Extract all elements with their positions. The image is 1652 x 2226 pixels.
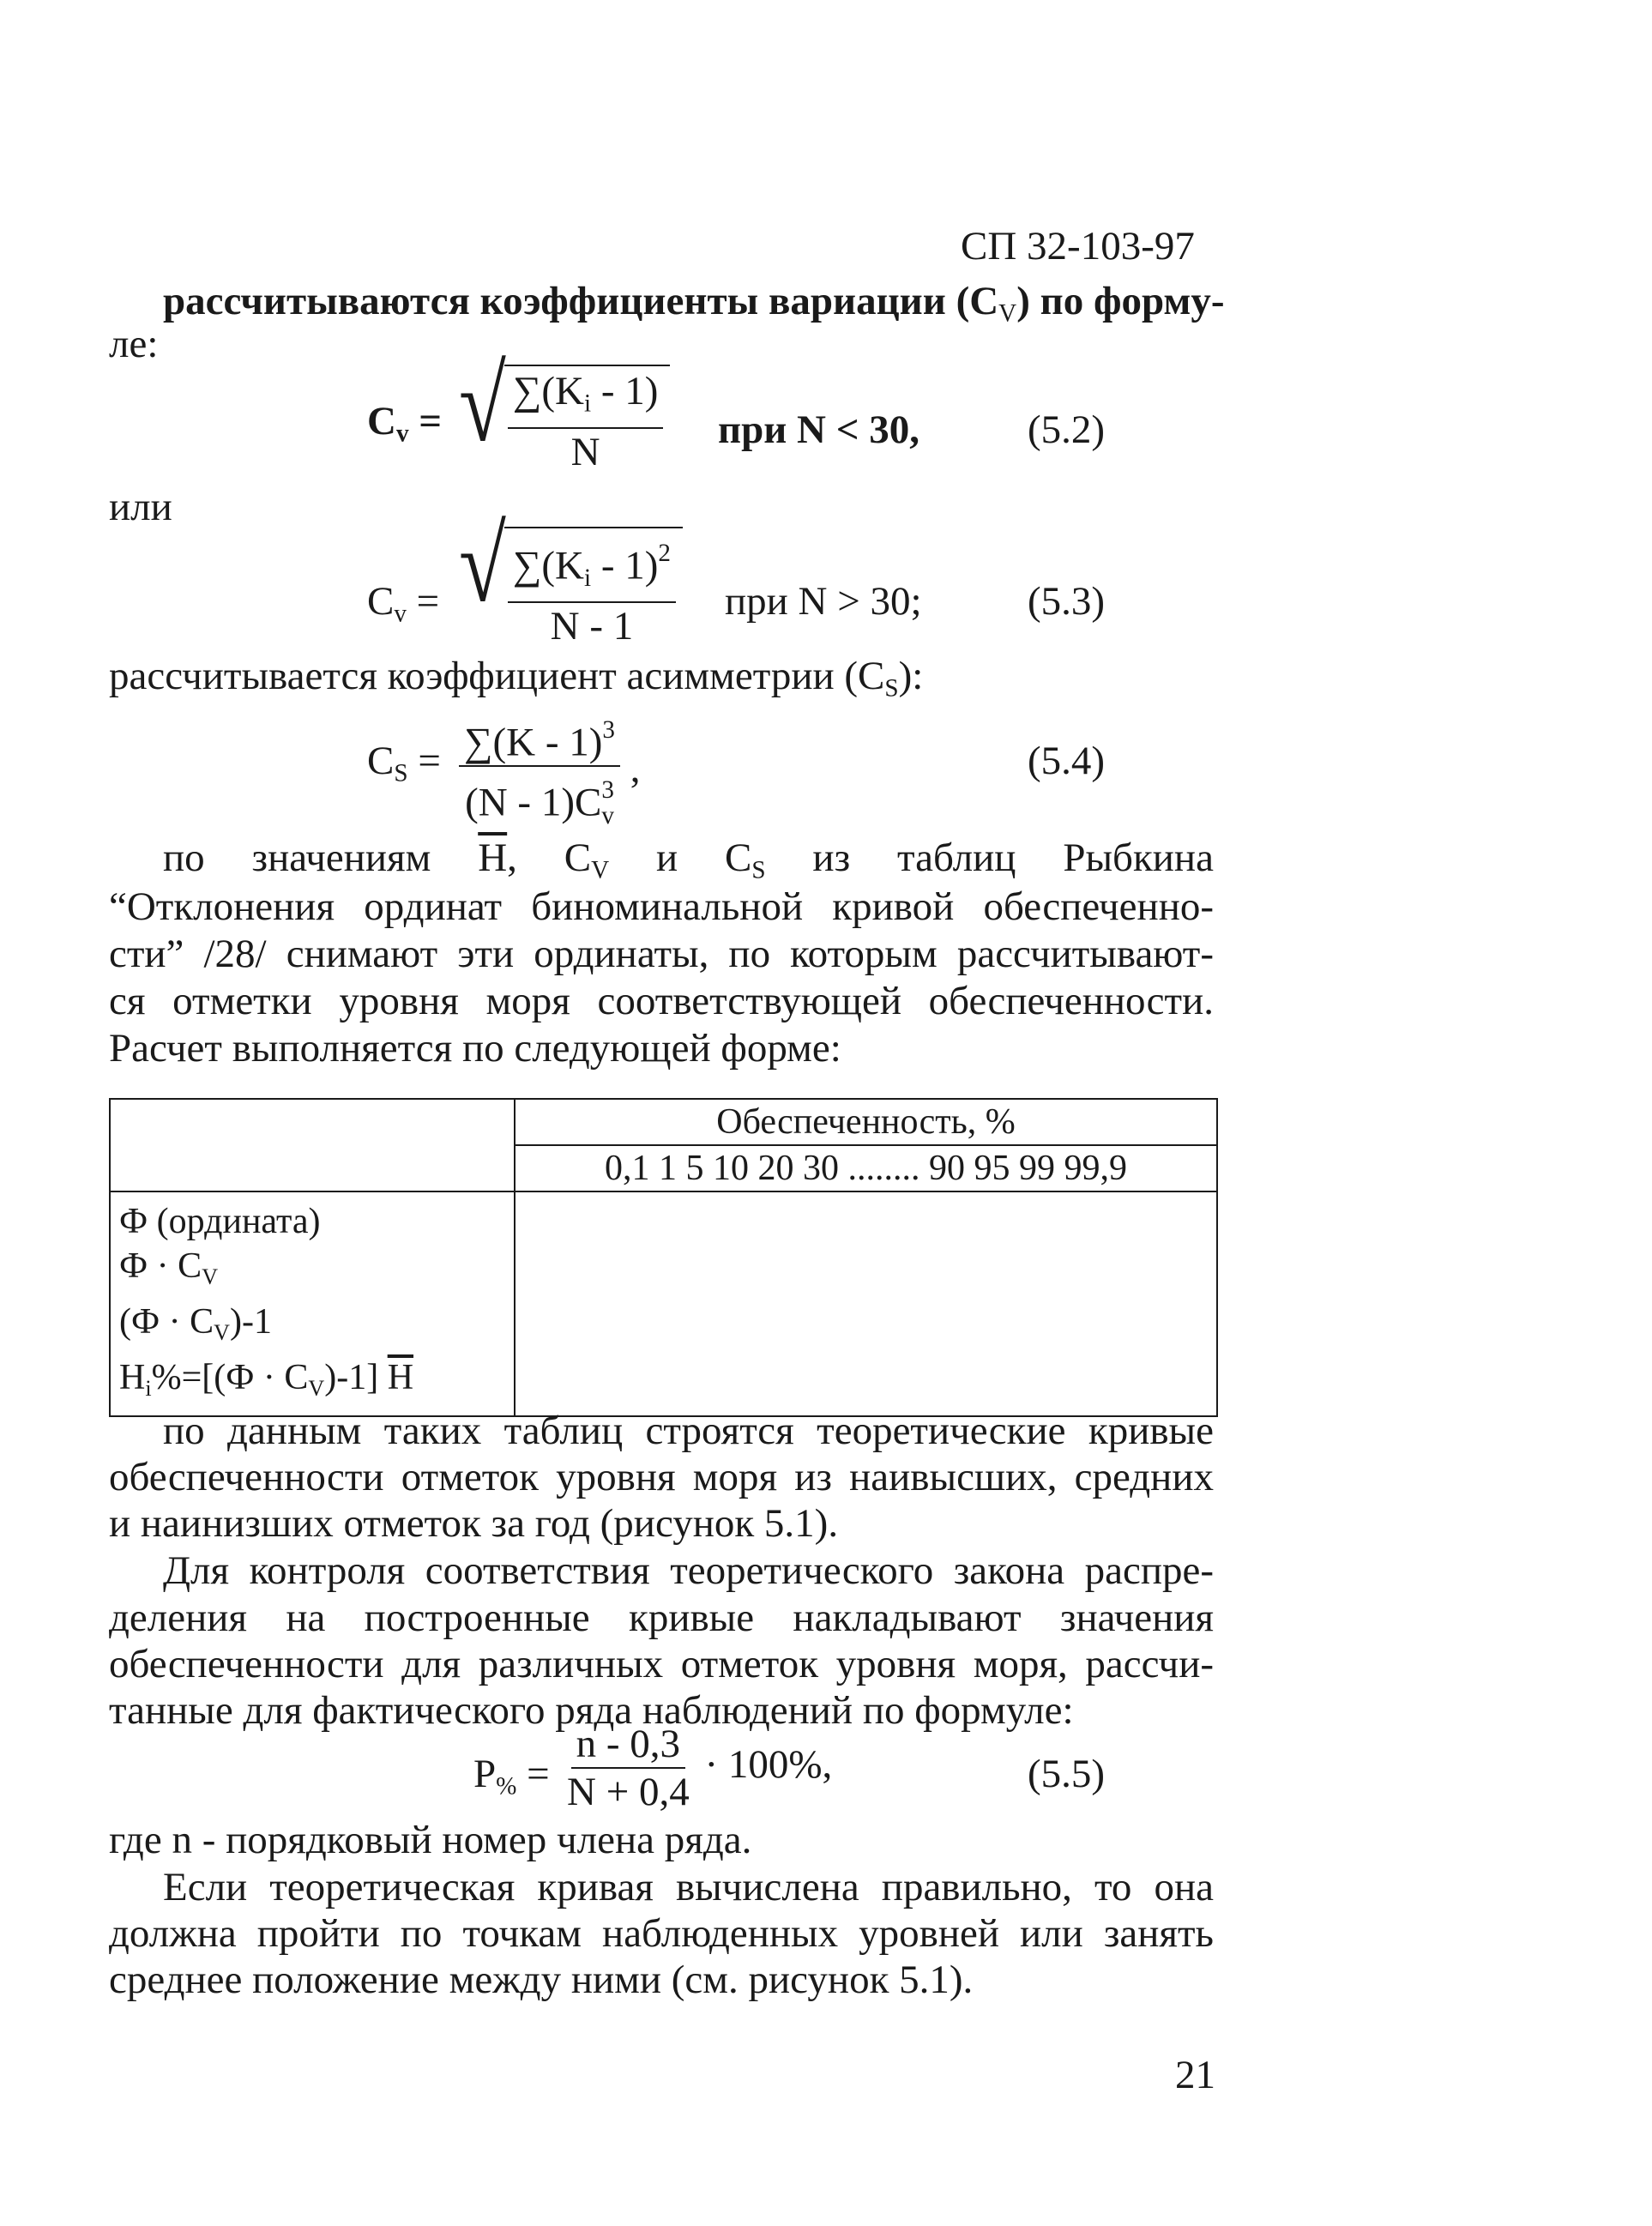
radical [459,344,670,474]
word: значениям [251,836,431,880]
denominator-text: (N - 1)C [465,780,602,825]
para4-line-3: среднее положение между ними (см. рисунок 5.1). [109,1958,974,2002]
formula-5-3-condition: при N > 30; [725,579,922,624]
or-word: или [109,485,172,529]
label-text: Ф · С [119,1246,202,1286]
row-label-phi-cv-minus-1 [119,1300,505,1355]
asymmetry-intro [109,655,923,710]
h-bar-symbol: $\overline{H}$ [387,1357,414,1397]
cv-sub: V [591,856,610,884]
para3-line-3: обеспеченности для различных отметок уровня моря, рассчи- [109,1642,1214,1686]
table-row-labels [110,1191,515,1416]
cs-symbol: С [725,836,752,880]
page-number: 21 [1175,2053,1215,2097]
fraction [508,532,676,648]
cv-symbol: С [367,399,396,443]
denominator: N [570,429,600,474]
formula-5-4-number: (5.4) [1028,739,1106,783]
numerator [508,532,676,603]
label-text: (Ф · С [119,1301,214,1342]
table-header-values: 0,1 1 5 10 20 30 ........ 90 95 99 99,9 [515,1145,1217,1191]
cv-subscript: v [394,600,407,628]
formula-5-4-fraction [459,709,640,837]
formula-comma: , [630,746,641,792]
word: таблиц [896,836,1016,880]
probability-table [109,1098,1218,1417]
para2-line-3: и наинизших отметок за год (рисунок 5.1). [109,1501,839,1546]
para3-line-4: танные для фактического ряда наблюдений по формуле: [109,1688,1074,1733]
para3-line-1: Для контроля соответствия теоретического закона распре- [163,1548,1214,1593]
table-values-cell [515,1191,1217,1416]
cs-subscript: S [394,759,408,787]
radical-body [504,527,683,648]
label-sub: V [214,1319,230,1345]
table-header-title: Обеспеченность, % [515,1099,1217,1145]
row-label-phi-cv [119,1244,505,1300]
fraction [459,709,620,837]
label-tail: )-1 [229,1301,272,1342]
intro-sub: V [998,299,1017,328]
h-bar-symbol: $\overline{H}$ [478,836,508,880]
cv-symbol: С [367,579,395,624]
formula-tail: · 100%, [704,1741,833,1787]
numerator-text: ∑(K [512,543,584,588]
word: и [656,836,678,880]
comma: , [507,836,517,880]
radical [459,504,683,649]
numerator: n - 0,3 [571,1722,685,1769]
para1-line-3: сти” /28/ снимают эти ординаты, по которым рассчитывают- [109,932,1214,976]
numerator-sub: i [584,564,592,593]
numerator [508,370,664,429]
p-symbol: P [473,1752,497,1796]
label-sub: V [202,1264,218,1289]
formula-5-3-radical [459,504,683,649]
para1-line-4: ся отметки уровня моря соответствующей обеспеченности. [109,979,1214,1023]
cv-symbol: С [564,836,592,880]
intro-line-2: ле: [109,322,159,366]
para2-line-1: по данным таких таблиц строятся теоретические кривые [163,1409,1214,1453]
formula-5-2-lhs: $С_v$ = [367,399,443,448]
fraction [508,370,664,474]
asymmetry-tail: ): [898,654,924,698]
denominator: N + 0,4 [567,1770,690,1814]
numerator [459,709,620,767]
radical-sign: √ [459,344,506,464]
asymmetry-text: рассчитывается коэффициент асимметрии (С [109,654,885,698]
para4-line-2: должна пройти по точкам наблюденных уровней или занять [109,1911,1214,1956]
label-sub: V [308,1375,325,1401]
denominator-sup: 3 [601,776,614,805]
para2-line-2: обеспеченности отметок уровня моря из наивысших, средних [109,1455,1214,1499]
word: по [163,836,205,880]
row-label-h-percent [119,1355,505,1411]
para1-line-2: “Отклонения ординат биноминальной кривой обеспеченно- [109,884,1214,929]
denominator [460,767,619,836]
denominator-sub: v [601,801,614,829]
formula-5-5-lhs: $P_{\%}$ = [473,1752,550,1801]
formula-5-3-number: (5.3) [1028,579,1106,624]
para3-line-2: деления на построенные кривые накладывают значения [109,1596,1214,1640]
intro-text: рассчитываются коэффициенты вариации (С [163,279,999,323]
intro-text-tail: ) по форму- [1016,279,1225,323]
numerator-text: ∑(K [512,369,584,413]
radical-body [504,365,671,474]
where-line: где n - порядковый номер члена ряда. [109,1818,752,1862]
word: из [812,836,851,880]
formula-5-2-number: (5.2) [1028,407,1106,452]
fraction [562,1722,695,1813]
numerator-sup: 3 [602,716,615,744]
numerator-sup: 2 [658,540,671,567]
formula-5-2-radical [459,344,670,474]
formula-5-2-condition: при N < 30, [718,407,920,452]
formula-5-5-expression [562,1722,832,1813]
row-label-ordinate: Ф (ордината) [119,1202,321,1241]
numerator-text: ∑(K - 1) [464,720,603,765]
formula-5-5-number: (5.5) [1028,1752,1106,1796]
p-subscript: % [496,1772,517,1801]
table-empty-header [110,1099,515,1191]
radical-sign: √ [459,504,506,624]
formula-5-3-lhs: $С_v$ = [367,579,440,628]
label-mid: %=[(Ф · С [151,1357,309,1397]
word: Рыбкина [1063,836,1214,880]
formula-5-4-lhs: $С_S$ = [367,739,441,787]
para4-line-1: Если теоретическая кривая вычислена правильно, то она [163,1865,1214,1909]
asymmetry-sub: S [884,674,899,703]
cs-sub: S [751,856,766,884]
para1-line-5: Расчет выполняется по следующей форме: [109,1026,841,1071]
intro-line-1 [163,280,1225,335]
denominator: N - 1 [550,604,634,649]
label-text: H [119,1357,146,1397]
label-sub: i [145,1375,152,1401]
numerator-sub: i [584,389,592,418]
numerator-tail: - 1) [591,369,659,413]
document-code: СП 32-103-97 [961,224,1195,268]
cs-symbol: С [367,739,395,783]
cv-subscript: v [395,419,409,448]
numerator-tail: - 1) [591,543,659,588]
label-tail: )-1] [324,1357,388,1397]
